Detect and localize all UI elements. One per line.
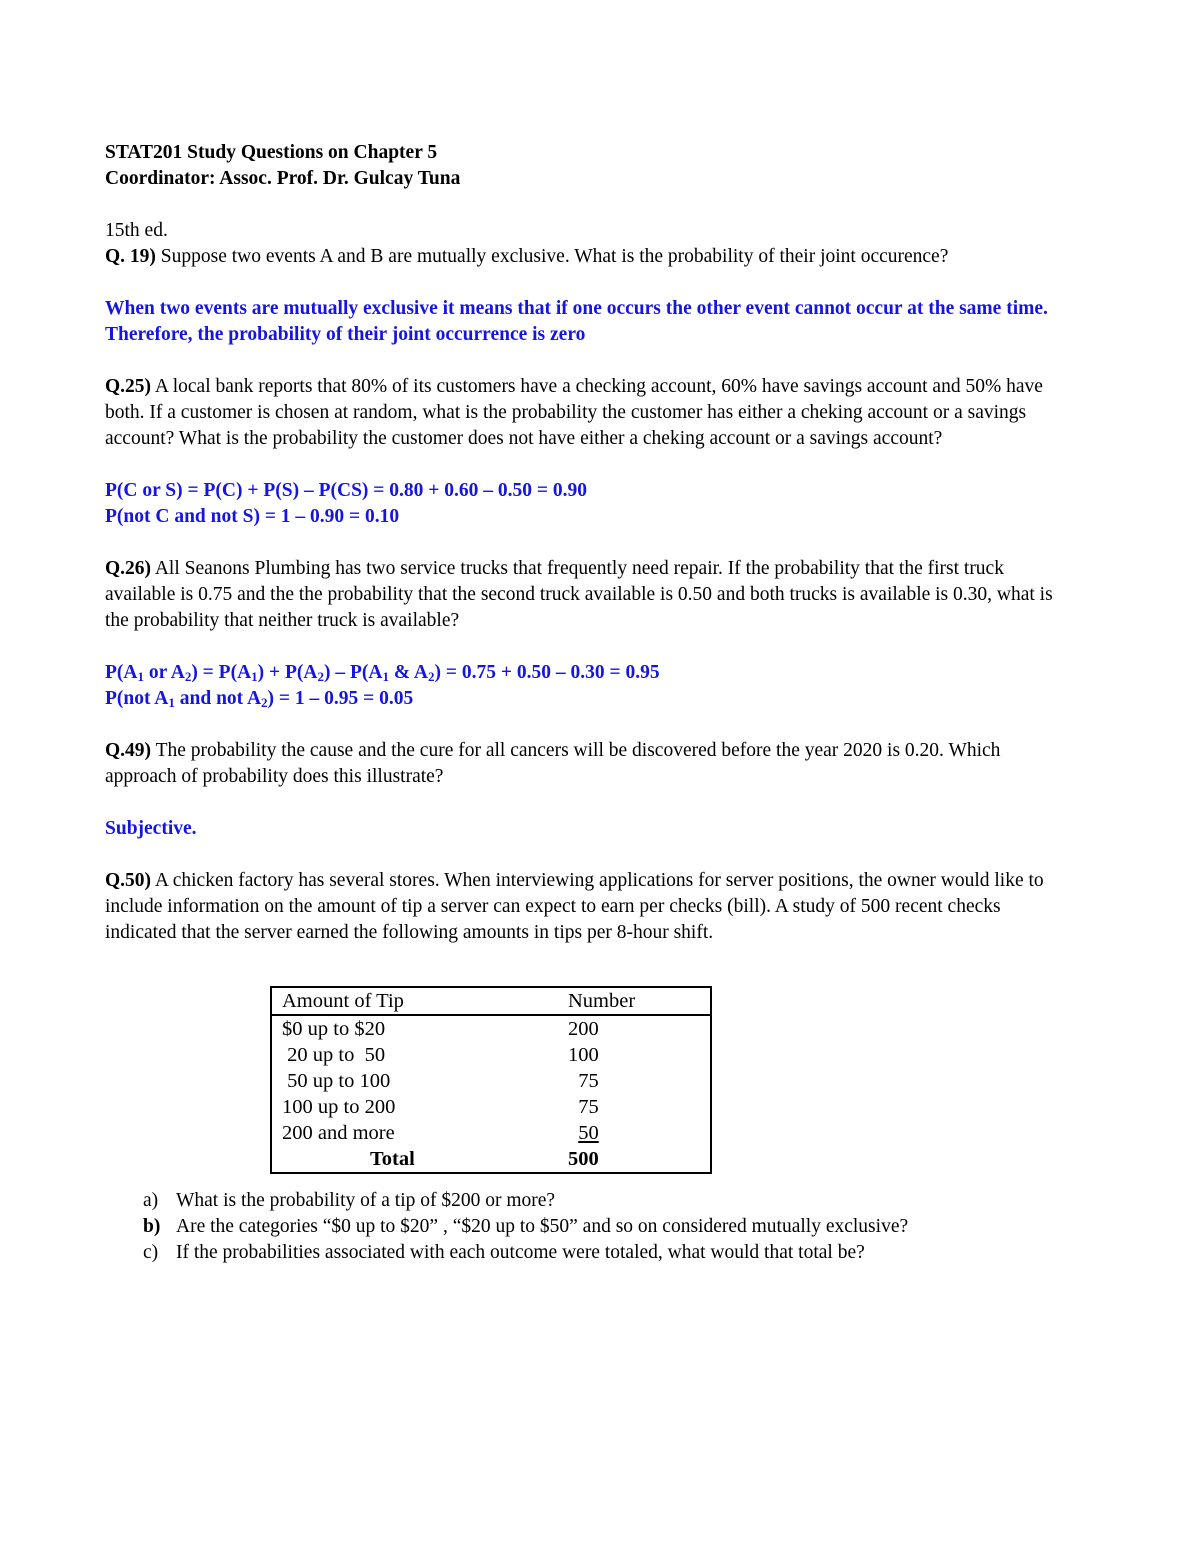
question-number: Q. 19) — [105, 246, 156, 267]
spacer — [105, 348, 1065, 374]
formula-subscript: 1 — [168, 695, 175, 710]
cell-number: 75 — [568, 1070, 599, 1092]
spacer — [105, 842, 1065, 868]
cell-amount: $0 up to $20 — [282, 1018, 386, 1040]
cell-number — [546, 1120, 711, 1146]
question-text: Suppose two events A and B are mutually exclusive. What is the probability of their joint occurence? — [155, 246, 949, 267]
table-row — [271, 1015, 711, 1042]
question-50 — [105, 868, 1065, 946]
formula-part: & A — [388, 662, 428, 683]
formula-part: ) = 1 – 0.95 = 0.05 — [267, 688, 414, 709]
question-text: All Seanons Plumbing has two service trucks that frequently need repair. If the probability that the first truck available is 0.75 and the the probability that the second truck available is 0.50 and both trucks is available is 0.30, what is the probability that neither truck is available? — [105, 558, 1053, 631]
question-49 — [105, 738, 1065, 790]
column-header-number: Number — [568, 990, 636, 1012]
spacer — [105, 452, 1065, 478]
subquestion-label: c) — [143, 1242, 159, 1263]
question-text: A chicken factory has several stores. When interviewing applications for server positions, the owner would like to include information on the amount of tip a server can expect to earn per checks (bill). A study of 500 recent checks indicated that the server earned the following amounts in tips per 8-hour shift. — [105, 870, 1044, 943]
subquestion-text: What is the probability of a tip of $200 or more? — [176, 1190, 556, 1211]
cell-number: 200 — [568, 1018, 599, 1040]
total-value: 500 — [568, 1148, 599, 1170]
spacer — [105, 634, 1065, 660]
answer-49: Subjective. — [105, 818, 197, 839]
underlined-value: 50 — [578, 1122, 599, 1144]
table-row — [271, 1120, 711, 1146]
list-item — [105, 1188, 1065, 1214]
document-title: STAT201 Study Questions on Chapter 5 — [105, 142, 438, 163]
spacer — [105, 192, 1065, 218]
question-26 — [105, 556, 1065, 634]
cell-number: 75 — [568, 1096, 599, 1118]
table-total-row — [271, 1146, 711, 1173]
spacer — [105, 712, 1065, 738]
formula-subscript: 2 — [427, 669, 435, 684]
coordinator-line: Coordinator: Assoc. Prof. Dr. Gulcay Tuna — [105, 168, 461, 189]
formula-subscript: 2 — [184, 669, 192, 684]
formula-part: ) = P(A — [191, 662, 252, 683]
question-text: The probability the cause and the cure for all cancers will be discovered before the year 2020 is 0.20. Which approach of probability does this illustrate? — [105, 740, 1001, 787]
formula-subscript: 2 — [317, 669, 324, 684]
question-number: Q.49) — [105, 740, 152, 761]
table-row — [271, 1068, 711, 1094]
table-row — [271, 1094, 711, 1120]
table-row — [271, 1042, 711, 1068]
tips-table — [270, 986, 712, 1174]
spacer — [105, 270, 1065, 296]
document-page — [105, 140, 1065, 1266]
subquestion-text: Are the categories “$0 up to $20” , “$20 up to $50” and so on considered mutually exclusive? — [176, 1216, 909, 1237]
formula-subscript: 2 — [261, 695, 268, 710]
cell-amount: 200 and more — [282, 1122, 395, 1144]
question-number: Q.26) — [105, 558, 152, 579]
formula-subscript: 1 — [382, 669, 389, 684]
answer-26-line-1 — [105, 660, 1065, 686]
formula-subscript: 1 — [251, 669, 258, 684]
subquestion-list — [105, 1188, 1065, 1266]
subquestion-text: If the probabilities associated with each outcome were totaled, what would that total be? — [176, 1242, 865, 1263]
question-19 — [105, 244, 1065, 270]
cell-number: 100 — [568, 1044, 599, 1066]
answer-25-line-2: P(not C and not S) = 1 – 0.90 = 0.10 — [105, 506, 400, 527]
question-number: Q.50) — [105, 870, 152, 891]
formula-part: ) + P(A — [257, 662, 318, 683]
formula-part: ) = 0.75 + 0.50 – 0.30 = 0.95 — [434, 662, 660, 683]
formula-part: or A — [144, 662, 185, 683]
table-header-row — [271, 987, 711, 1015]
answer-19: When two events are mutually exclusive it means that if one occurs the other event cannot occur at the same time. Therefore, the probability of their joint occurrence is zero — [105, 298, 1048, 345]
edition-label: 15th ed. — [105, 220, 168, 241]
formula-part: P(not A — [105, 688, 169, 709]
cell-amount: 100 up to 200 — [282, 1096, 396, 1118]
question-text: A local bank reports that 80% of its customers have a checking account, 60% have savings account and 50% have both. If a customer is chosen at random, what is the probability the customer has either a cheking account or a savings account? What is the probability the customer does not have either a cheking account or a savings account? — [105, 376, 1043, 449]
cell-amount: 20 up to 50 — [282, 1044, 386, 1066]
column-header-amount: Amount of Tip — [282, 990, 404, 1012]
spacer — [105, 790, 1065, 816]
list-item — [105, 1240, 1065, 1266]
answer-25-line-1: P(C or S) = P(C) + P(S) – P(CS) = 0.80 + 0.60 – 0.50 = 0.90 — [105, 480, 587, 501]
formula-subscript: 1 — [137, 669, 144, 684]
spacer — [105, 530, 1065, 556]
formula-part: and not A — [174, 688, 262, 709]
cell-amount: 50 up to 100 — [282, 1070, 391, 1092]
question-number: Q.25) — [105, 376, 152, 397]
question-25 — [105, 374, 1065, 452]
list-item — [105, 1214, 1065, 1240]
subquestion-label: a) — [143, 1190, 159, 1211]
subquestion-label: b) — [143, 1216, 161, 1237]
total-label: Total — [370, 1148, 415, 1170]
formula-part: P(A — [105, 662, 138, 683]
answer-26-line-2 — [105, 686, 1065, 712]
formula-part: ) – P(A — [324, 662, 383, 683]
